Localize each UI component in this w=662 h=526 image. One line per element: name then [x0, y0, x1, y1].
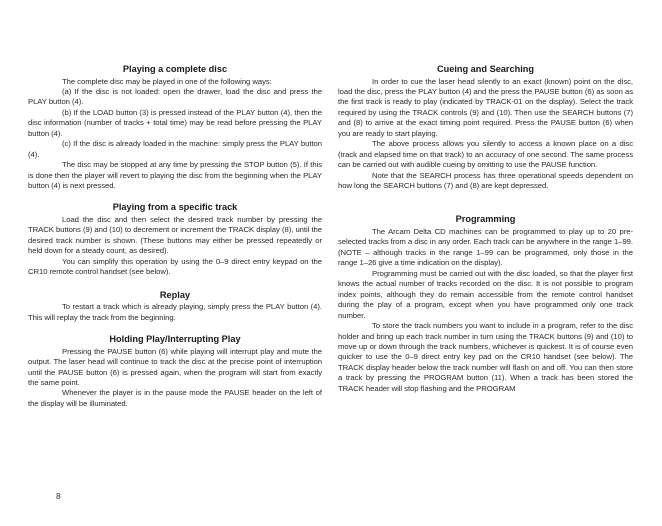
section-heading: Playing a complete disc: [122, 64, 228, 74]
paragraph: To restart a track which is already playing, simply press the PLAY button (4). This will replay the track from the beginning.: [28, 302, 322, 322]
section-heading: Playing from a specific track: [112, 202, 238, 213]
paragraph: You can simplify this operation by using the 0–9 direct entry keypad on the CR10 remote control handset (see below).: [28, 256, 322, 277]
paragraph: (a) If the disc is not loaded: open the drawer, load the disc and press the PLAY button (4).: [28, 86, 322, 107]
section-heading: Cueing and Searching: [437, 64, 534, 74]
section-heading: Replay: [159, 289, 191, 300]
paragraph: Programming must be carried out with the disc loaded, so that the player first knows the actual number of tracks recorded on the disc. It is not possible to program index points, although they do remain accessible from the remote control handset during the play of a program, except when you have programmed only one track number.: [338, 268, 633, 320]
paragraph: (b) If the LOAD button (3) is pressed instead of the PLAY button (4), then the disc information (number of tracks + total time) may be read before pressing the PLAY button (4).: [28, 107, 322, 138]
section-replay: [28, 290, 322, 323]
section-programming: [338, 214, 633, 394]
section-playing-specific-track: [28, 202, 322, 277]
section-spacer: [28, 323, 322, 334]
paragraph: In order to cue the laser head silently to an exact (known) point on the disc, load the disc, press the PLAY button (4) and the press the PAUSE button (6) as soon as the first track is ready to play (indicated by TRACK-01 on the display). Select the track required by using the TRACK controls (9) and (10). Then use the SEARCH buttons (7) and (8) to arrive at the exact timing point required. Press the PAUSE button (6) when you are ready to start playing.: [338, 76, 633, 138]
paragraph: The Arcam Delta CD machines can be programmed to play up to 20 pre-selected tracks from a disc in any order. Each track can be anywhere in the range 1–99. (NOTE – although tracks in the range 1–99 can be programmed, only those in the range 1–26 give a time indication on the display).: [338, 226, 633, 268]
section-cueing-searching: [338, 64, 633, 191]
right-column: [338, 64, 633, 394]
paragraph: Pressing the PAUSE button (6) while playing will interrupt play and mute the output. The laser head will continue to track the disc at the precise point of interruption until the PAUSE button (6) is pressed again, when the program will start from exactly the same point.: [28, 346, 322, 387]
paragraph: Load the disc and then select the desired track number by pressing the TRACK buttons (9) and (10) to decrement or increment the TRACK display (8), until the desired track number is shown. (These buttons may either be pressed repeatedly or held down for a steady count, as desired).: [28, 214, 322, 256]
paragraph: (c) If the disc is already loaded in the machine: simply press the PLAY button (4).: [28, 139, 322, 159]
section-holding-play: [28, 334, 322, 409]
paragraph: Whenever the player is in the pause mode the PAUSE header on the left of the display will be illuminated.: [28, 388, 322, 408]
left-column: [28, 64, 322, 409]
paragraph: The complete disc may be played in one of the following ways:: [62, 76, 272, 86]
section-spacer: [338, 191, 633, 214]
paragraph: The disc may be stopped at any time by pressing the STOP button (5). If this is done then the player will revert to playing the disc from the beginning when the PLAY button (4) is next pressed.: [28, 160, 322, 191]
paragraph: To store the track numbers you want to include in a program, refer to the disc holder and bring up each track number in turn using the TRACK buttons (9) and (10) to move up or down through the track numbers, whichever is quickest. It is of course even quicker to use the 0–9 direct entry key pad on the CR10 handset (see below). The TRACK display header below the track number will flash on and off. You can then store a track by pressing the PROGRAM button (11). When a track has been stored the TRACK header will stop flashing and the PROGRAM: [338, 321, 633, 393]
section-spacer: [28, 278, 322, 290]
paragraph: Note that the SEARCH process has three operational speeds dependent on how long the SEARCH buttons (7) and (8) are kept depressed.: [338, 170, 633, 191]
section-spacer: [28, 191, 322, 202]
section-playing-complete-disc: [28, 64, 322, 191]
page-number: 8: [56, 491, 61, 501]
section-heading: Programming: [455, 214, 516, 225]
section-heading: Holding Play/Interrupting Play: [109, 334, 241, 345]
paragraph: The above process allows you silently to access a known place on a disc (track and elapsed time on that track) to an accuracy of one second. The same process can be carried out with audible cueing by omitting to use the PAUSE function.: [338, 139, 633, 170]
